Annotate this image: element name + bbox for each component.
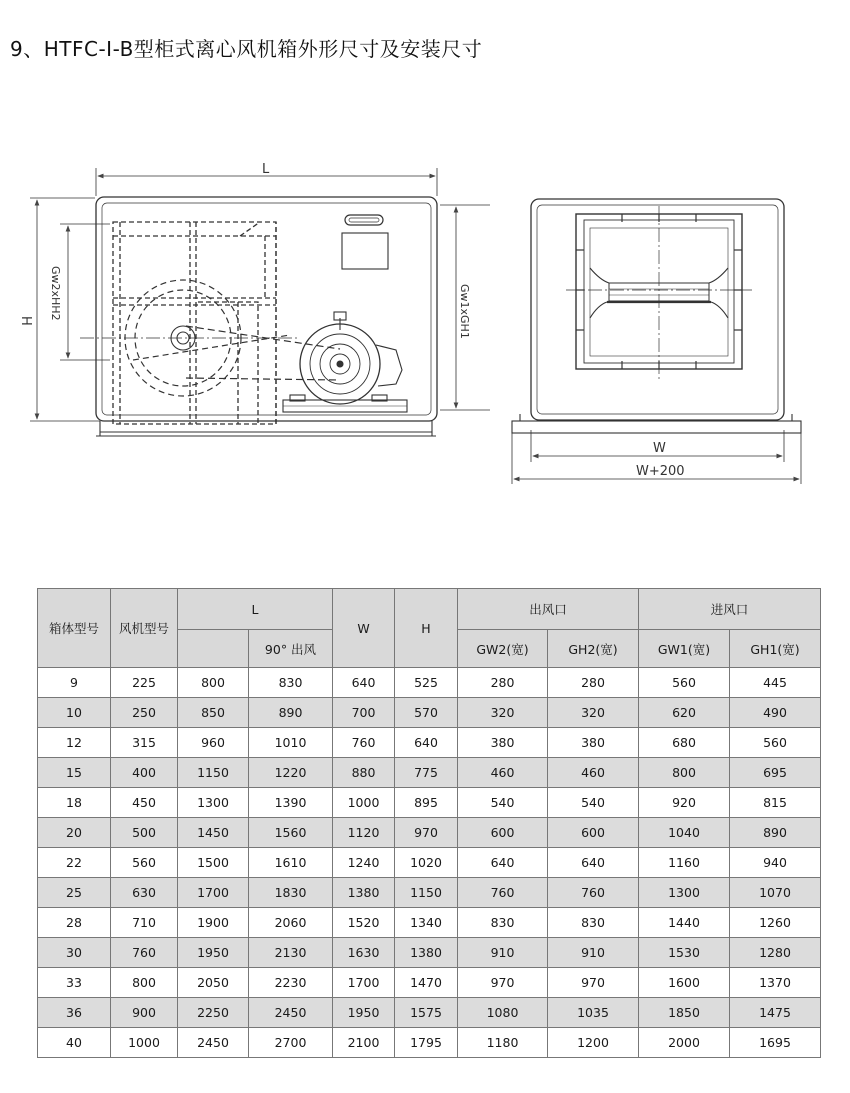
table-cell: 2450 xyxy=(249,998,333,1028)
table-cell: 600 xyxy=(548,818,639,848)
table-cell: 1560 xyxy=(249,818,333,848)
table-cell: 22 xyxy=(38,848,111,878)
table-cell: 800 xyxy=(178,668,249,698)
table-cell: 33 xyxy=(38,968,111,998)
table-cell: 1240 xyxy=(333,848,395,878)
table-cell: 910 xyxy=(548,938,639,968)
table-cell: 445 xyxy=(730,668,821,698)
table-row xyxy=(38,878,821,908)
table-cell: 2700 xyxy=(249,1028,333,1058)
dim-label-W: W xyxy=(653,441,666,456)
table-cell: 830 xyxy=(458,908,548,938)
table-cell: 1200 xyxy=(548,1028,639,1058)
header-W: W xyxy=(333,589,395,668)
table-cell: 570 xyxy=(395,698,458,728)
page-title: 9、HTFC-I-B型柜式离心风机箱外形尺寸及安装尺寸 xyxy=(10,37,483,61)
table-cell: 315 xyxy=(111,728,178,758)
header-L-straight xyxy=(178,630,249,668)
table-cell: 250 xyxy=(111,698,178,728)
table-cell: 815 xyxy=(730,788,821,818)
table-cell: 895 xyxy=(395,788,458,818)
table-cell: 320 xyxy=(458,698,548,728)
table-cell: 1700 xyxy=(178,878,249,908)
table-cell: 695 xyxy=(730,758,821,788)
table-cell: 10 xyxy=(38,698,111,728)
header-gw2: GW2(宽) xyxy=(458,630,548,668)
table-cell: 800 xyxy=(111,968,178,998)
table-cell: 12 xyxy=(38,728,111,758)
header-gw1: GW1(宽) xyxy=(639,630,730,668)
table-cell: 920 xyxy=(639,788,730,818)
table-cell: 25 xyxy=(38,878,111,908)
table-cell: 2230 xyxy=(249,968,333,998)
table-cell: 940 xyxy=(730,848,821,878)
table-cell: 280 xyxy=(458,668,548,698)
table-cell: 460 xyxy=(548,758,639,788)
table-cell: 640 xyxy=(548,848,639,878)
table-cell: 28 xyxy=(38,908,111,938)
table-cell: 450 xyxy=(111,788,178,818)
table-cell: 960 xyxy=(178,728,249,758)
dim-label-gw1xgh1: Gw1xGH1 xyxy=(458,284,471,339)
table-cell: 1630 xyxy=(333,938,395,968)
table-cell: 1150 xyxy=(395,878,458,908)
table-cell: 1370 xyxy=(730,968,821,998)
table-row xyxy=(38,668,821,698)
table-cell: 1795 xyxy=(395,1028,458,1058)
table-cell: 1900 xyxy=(178,908,249,938)
table-cell: 2060 xyxy=(249,908,333,938)
table-cell: 225 xyxy=(111,668,178,698)
table-cell: 1300 xyxy=(178,788,249,818)
header-gh1: GH1(宽) xyxy=(730,630,821,668)
dim-label-gw2xhh2: Gw2xHH2 xyxy=(49,266,62,321)
table-cell: 1390 xyxy=(249,788,333,818)
table-cell: 1575 xyxy=(395,998,458,1028)
table-cell: 560 xyxy=(639,668,730,698)
table-cell: 1695 xyxy=(730,1028,821,1058)
table-cell: 1280 xyxy=(730,938,821,968)
table-cell: 1830 xyxy=(249,878,333,908)
table-cell: 2000 xyxy=(639,1028,730,1058)
front-view xyxy=(30,168,490,436)
table-row xyxy=(38,698,821,728)
table-cell: 1950 xyxy=(178,938,249,968)
table-cell: 1950 xyxy=(333,998,395,1028)
table-cell: 830 xyxy=(548,908,639,938)
table-cell: 1340 xyxy=(395,908,458,938)
table-row xyxy=(38,848,821,878)
table-cell: 30 xyxy=(38,938,111,968)
table-cell: 1150 xyxy=(178,758,249,788)
header-outlet: 出风口 xyxy=(458,589,639,630)
table-cell: 680 xyxy=(639,728,730,758)
table-cell: 2130 xyxy=(249,938,333,968)
table-cell: 380 xyxy=(548,728,639,758)
table-cell: 1180 xyxy=(458,1028,548,1058)
dimension-table xyxy=(37,588,821,1058)
table-cell: 620 xyxy=(639,698,730,728)
table-cell: 36 xyxy=(38,998,111,1028)
table-cell: 760 xyxy=(333,728,395,758)
table-row xyxy=(38,1028,821,1058)
table-cell: 800 xyxy=(639,758,730,788)
table-cell: 525 xyxy=(395,668,458,698)
table-cell: 1080 xyxy=(458,998,548,1028)
table-cell: 560 xyxy=(111,848,178,878)
table-row xyxy=(38,998,821,1028)
table-cell: 1020 xyxy=(395,848,458,878)
table-row xyxy=(38,968,821,998)
table-row xyxy=(38,818,821,848)
table-cell: 1070 xyxy=(730,878,821,908)
table-row xyxy=(38,788,821,818)
table-cell: 830 xyxy=(249,668,333,698)
table-cell: 15 xyxy=(38,758,111,788)
table-cell: 1120 xyxy=(333,818,395,848)
table-cell: 900 xyxy=(111,998,178,1028)
table-cell: 380 xyxy=(458,728,548,758)
table-cell: 880 xyxy=(333,758,395,788)
header-L: L xyxy=(178,589,333,630)
table-cell: 20 xyxy=(38,818,111,848)
table-cell: 1850 xyxy=(639,998,730,1028)
table-cell: 2250 xyxy=(178,998,249,1028)
table-cell: 640 xyxy=(395,728,458,758)
table-cell: 280 xyxy=(548,668,639,698)
table-cell: 970 xyxy=(548,968,639,998)
table-cell: 1610 xyxy=(249,848,333,878)
table-cell: 1440 xyxy=(639,908,730,938)
table-cell: 2450 xyxy=(178,1028,249,1058)
header-box-model: 箱体型号 xyxy=(38,589,111,668)
header-inlet: 进风口 xyxy=(639,589,821,630)
table-cell: 760 xyxy=(548,878,639,908)
table-cell: 1530 xyxy=(639,938,730,968)
table-cell: 890 xyxy=(249,698,333,728)
table-cell: 1470 xyxy=(395,968,458,998)
table-cell: 560 xyxy=(730,728,821,758)
table-cell: 40 xyxy=(38,1028,111,1058)
table-cell: 1220 xyxy=(249,758,333,788)
table-cell: 400 xyxy=(111,758,178,788)
table-row xyxy=(38,728,821,758)
table-cell: 540 xyxy=(548,788,639,818)
table-cell: 1010 xyxy=(249,728,333,758)
table-cell: 640 xyxy=(333,668,395,698)
table-row xyxy=(38,758,821,788)
header-L-90: 90° 出风 xyxy=(249,630,333,668)
table-cell: 320 xyxy=(548,698,639,728)
table-cell: 1380 xyxy=(395,938,458,968)
table-cell: 1450 xyxy=(178,818,249,848)
table-cell: 1475 xyxy=(730,998,821,1028)
table-cell: 500 xyxy=(111,818,178,848)
table-cell: 1160 xyxy=(639,848,730,878)
table-cell: 1380 xyxy=(333,878,395,908)
table-cell: 1000 xyxy=(333,788,395,818)
table-cell: 1260 xyxy=(730,908,821,938)
dim-label-W200: W+200 xyxy=(636,464,685,479)
table-cell: 1520 xyxy=(333,908,395,938)
table-cell: 1500 xyxy=(178,848,249,878)
table-cell: 9 xyxy=(38,668,111,698)
table-cell: 1040 xyxy=(639,818,730,848)
header-gh2: GH2(宽) xyxy=(548,630,639,668)
table-cell: 1700 xyxy=(333,968,395,998)
table-cell: 850 xyxy=(178,698,249,728)
table-cell: 540 xyxy=(458,788,548,818)
table-cell: 2050 xyxy=(178,968,249,998)
table-cell: 460 xyxy=(458,758,548,788)
dim-label-L: L xyxy=(262,162,270,177)
table-cell: 1600 xyxy=(639,968,730,998)
table-row xyxy=(38,938,821,968)
header-H: H xyxy=(395,589,458,668)
table-cell: 760 xyxy=(111,938,178,968)
table-row xyxy=(38,908,821,938)
table-cell: 490 xyxy=(730,698,821,728)
table-cell: 1300 xyxy=(639,878,730,908)
table-cell: 775 xyxy=(395,758,458,788)
table-cell: 760 xyxy=(458,878,548,908)
table-cell: 1000 xyxy=(111,1028,178,1058)
dim-label-H: H xyxy=(18,316,33,326)
header-fan-model: 风机型号 xyxy=(111,589,178,668)
table-cell: 18 xyxy=(38,788,111,818)
table-cell: 700 xyxy=(333,698,395,728)
table-cell: 1035 xyxy=(548,998,639,1028)
table-cell: 890 xyxy=(730,818,821,848)
table-cell: 630 xyxy=(111,878,178,908)
table-cell: 640 xyxy=(458,848,548,878)
table-cell: 2100 xyxy=(333,1028,395,1058)
table-cell: 970 xyxy=(458,968,548,998)
table-cell: 710 xyxy=(111,908,178,938)
table-cell: 910 xyxy=(458,938,548,968)
table-cell: 970 xyxy=(395,818,458,848)
table-cell: 600 xyxy=(458,818,548,848)
